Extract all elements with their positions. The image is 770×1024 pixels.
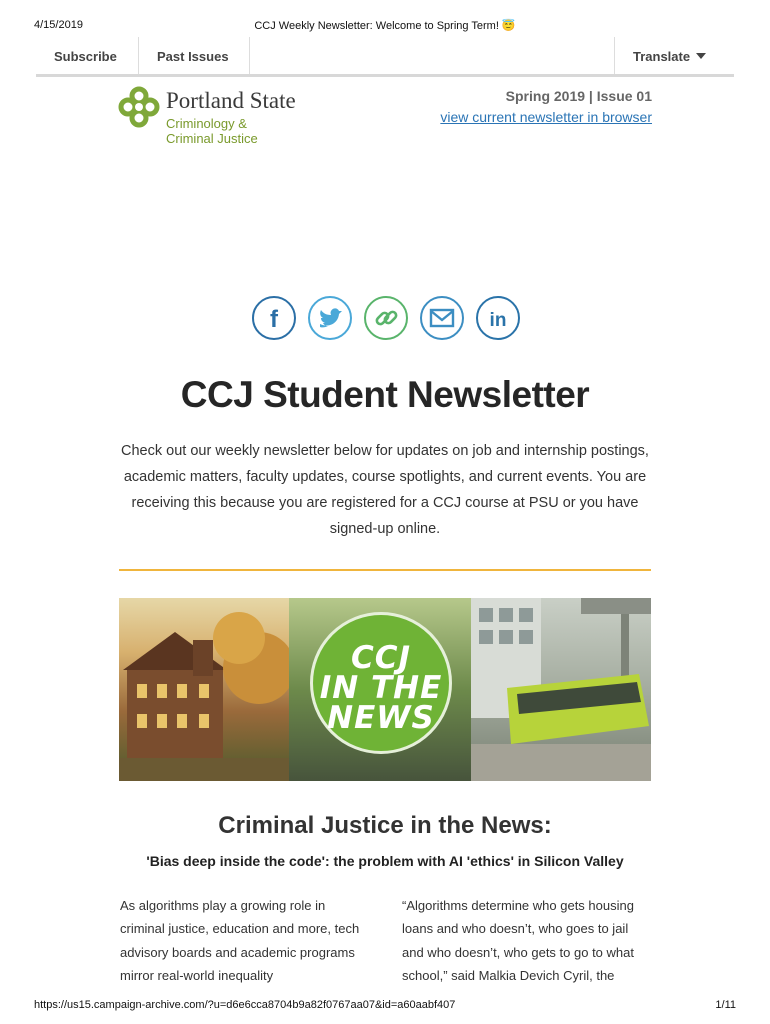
issue-label: Spring 2019 | Issue 01 — [505, 88, 652, 104]
logo-wordmark: Portland State — [166, 88, 296, 113]
article-column-left: As algorithms play a growing role in criminal justice, education and more, tech advisory boards and academic programs mirror real-world inequality — [120, 898, 360, 983]
psu-logo-mark-icon — [118, 86, 160, 128]
section-divider — [119, 569, 651, 571]
newsletter-title: CCJ Student Newsletter — [180, 374, 590, 415]
article-headline[interactable]: 'Bias deep inside the code': the problem with AI 'ethics' in Silicon Valley — [146, 853, 624, 869]
streetcar-photo — [471, 598, 651, 781]
ccj-news-graphic — [289, 598, 471, 781]
link-icon[interactable] — [364, 296, 408, 340]
svg-text:f: f — [270, 306, 278, 333]
translate-dropdown[interactable] — [614, 37, 734, 74]
ccj-in-the-news-banner — [119, 598, 651, 781]
print-footer — [0, 996, 770, 1024]
print-title: CCJ Weekly Newsletter: Welcome to Spring Term! 😇 — [254, 20, 516, 32]
social-share-row — [252, 296, 520, 344]
email-icon[interactable] — [420, 296, 464, 340]
intro-paragraph: Check out our weekly newsletter below for updates on job and internship postings, academic matters, faculty updates, course spotlights, and current events. You are receiving this because you are registered for a CCJ course at PSU or you have signed-up online. — [121, 443, 649, 537]
issue-info — [440, 88, 652, 125]
logo-dept-line2: Criminal Justice — [166, 131, 258, 146]
facebook-icon[interactable] — [252, 296, 296, 340]
subscribe-link[interactable]: Subscribe — [36, 37, 139, 74]
section-title: Criminal Justice in the News: — [218, 812, 552, 839]
badge-line1: CCJ — [350, 640, 412, 676]
linkedin-icon[interactable] — [476, 296, 520, 340]
past-issues-link[interactable]: Past Issues — [139, 37, 250, 74]
svg-text:in: in — [489, 310, 507, 331]
badge-line2: IN THE — [319, 670, 443, 706]
logo-dept-line1: Criminology & — [166, 116, 247, 131]
ccj-news-badge-text — [313, 640, 449, 736]
print-header — [0, 14, 770, 34]
article-column-right: “Algorithms determine who gets housing loans and who doesn’t, who goes to jail and who doesn’t, who gets to go to what school,” said Malkia Devich Cyril, the — [402, 898, 634, 983]
twitter-icon[interactable] — [308, 296, 352, 340]
print-url: https://us15.campaign-archive.com/?u=d6e6cca8704b9a82f0767aa07&id=a60aabf407 — [34, 999, 456, 1011]
ccj-news-badge — [310, 612, 452, 754]
print-page-number: 1/11 — [715, 999, 736, 1011]
print-date: 4/15/2019 — [34, 19, 83, 31]
view-in-browser-link[interactable]: view current newsletter in browser — [440, 109, 652, 125]
chevron-down-icon — [696, 53, 706, 59]
psu-ccj-logo — [118, 84, 318, 148]
translate-label: Translate — [633, 49, 691, 64]
logo-department — [166, 116, 258, 146]
archive-nav-bar — [36, 37, 734, 77]
campus-building-photo — [119, 598, 289, 781]
badge-line3: NEWS — [327, 700, 435, 736]
